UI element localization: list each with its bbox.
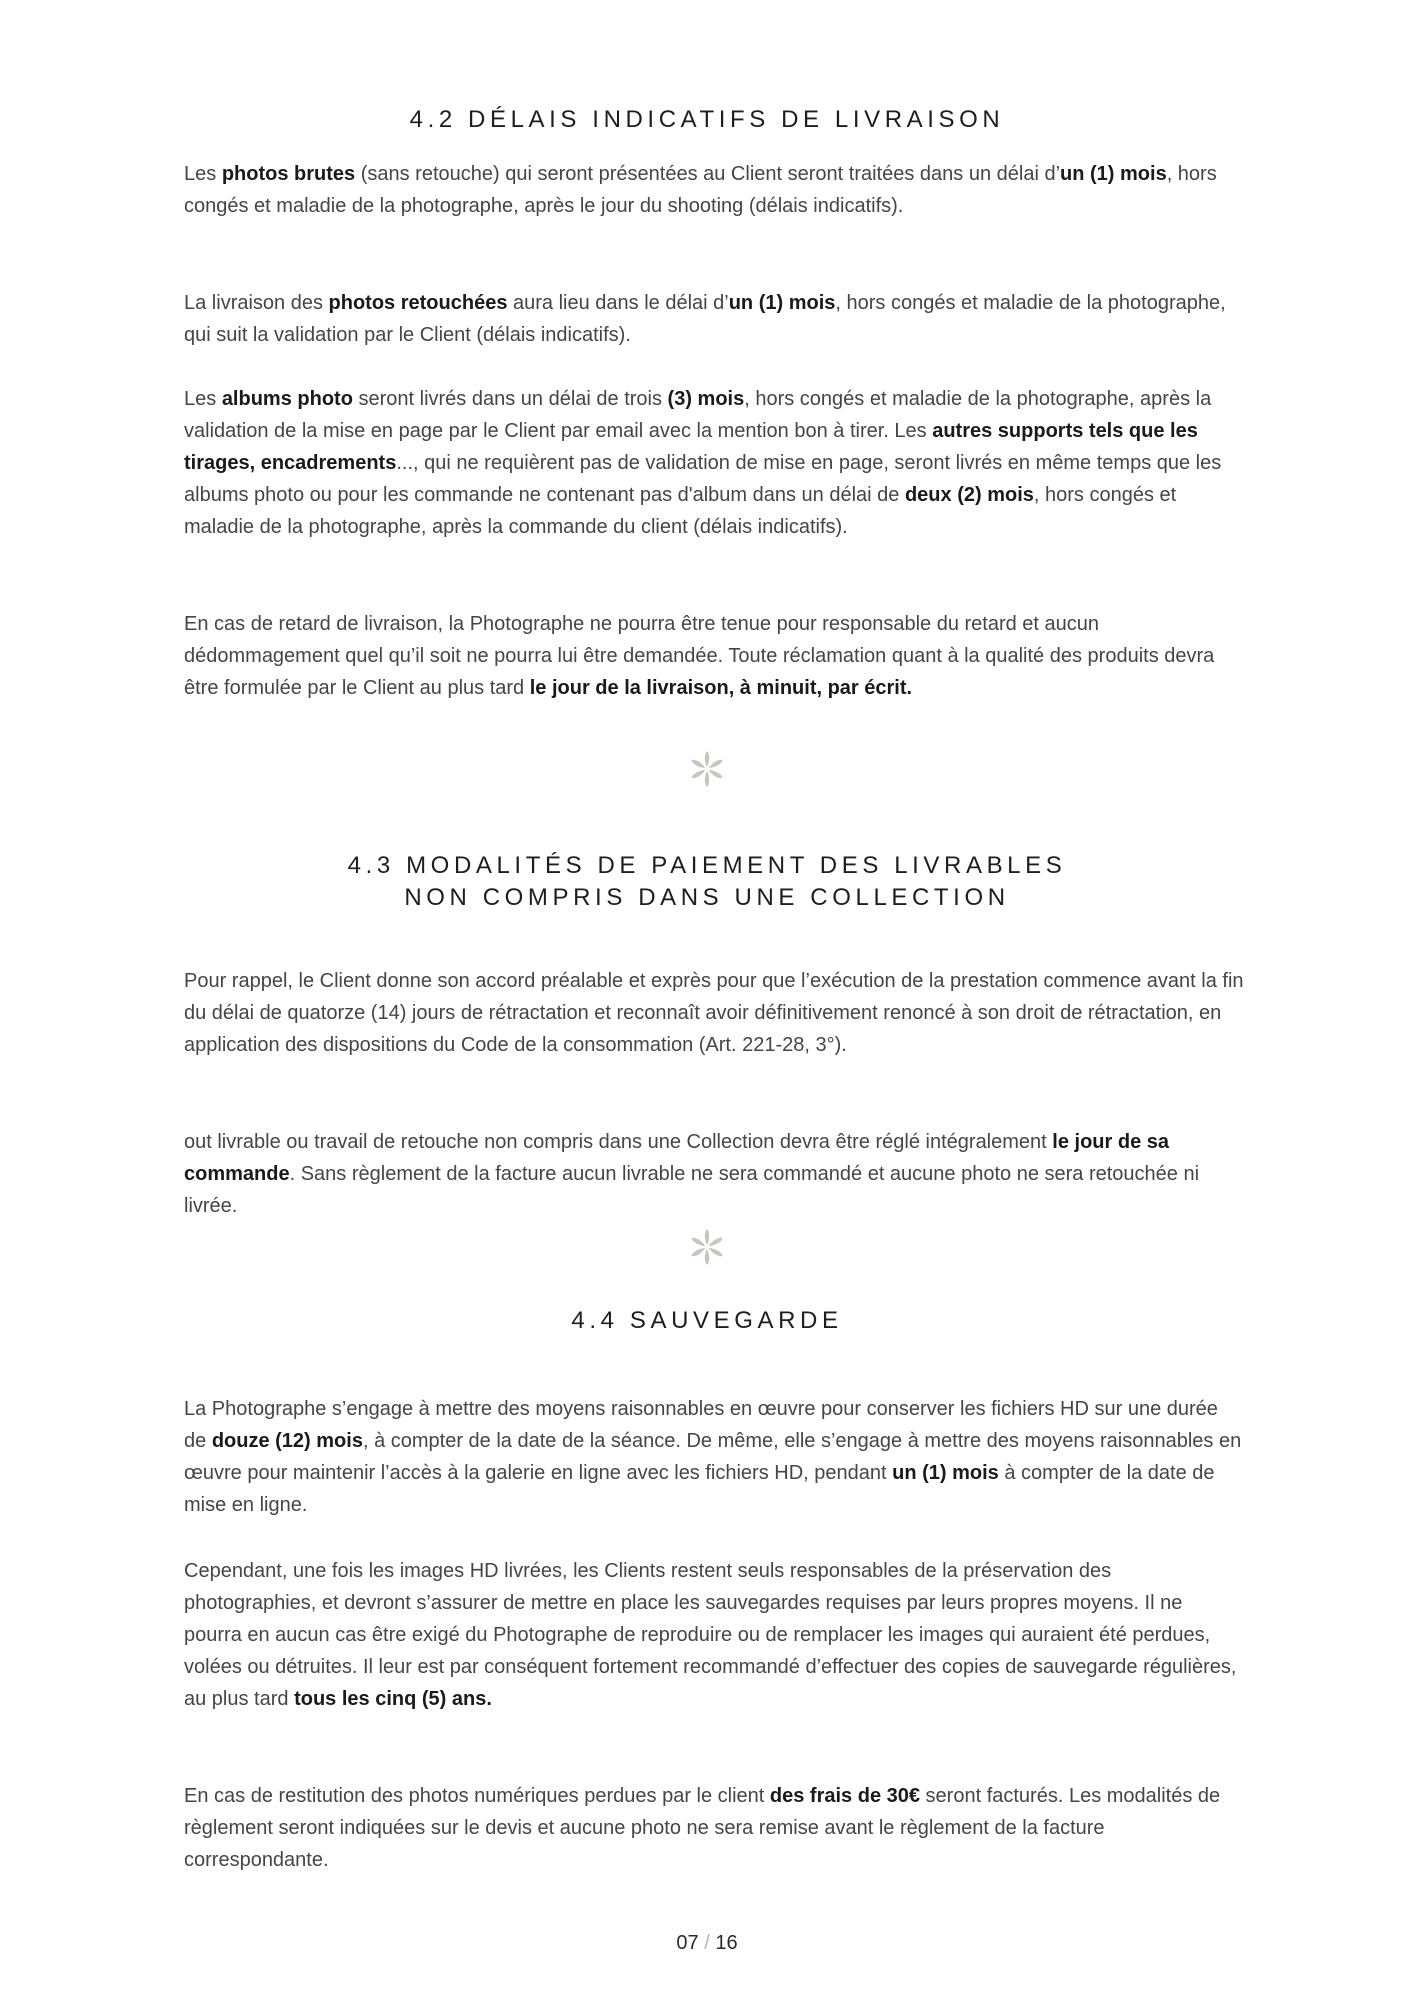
bold-span: un (1) mois [1060,163,1167,185]
text-span: à compter de la date de mise en ligne. [184,1462,1215,1516]
paragraph-4-4-storage [184,1393,1244,1521]
text-span: , hors congés et maladie de la photographe, qui suit la validation par le Client (délais indicatifs). [184,292,1226,346]
pinwheel-flower-icon [687,749,727,789]
bold-span: tous les cinq (5) ans. [294,1688,492,1710]
bold-span: photos retouchées [328,292,508,314]
text-span: La livraison des [184,292,329,314]
paragraph-4-2-raw-photos [184,158,1244,222]
text-span: ..., qui ne requièrent pas de validation de mise en page, seront livrés en même temps que les albums photo ou pour les commande ne contenant pas d'album dans un délai de [184,452,1222,506]
section-title-4-2: 4.2 DÉLAIS INDICATIFS DE LIVRAISON [409,106,1005,133]
paragraph-4-3-payment [184,1126,1244,1222]
bold-span: un (1) mois [728,292,836,314]
text-span: out livrable ou travail de retouche non compris dans une Collection devra être réglé intégralement [184,1131,1053,1153]
text-span: En cas de retard de livraison, la Photographe ne pourra être tenue pour responsable du retard et aucun dédommagement quel qu’il soit ne pourra lui être demandée. Toute réclamation quant à la qualité des produits devra être formulée par le Client au plus tard [184,613,1215,699]
text-span: seront facturés. Les modalités de règlement seront indiquées sur le devis et aucune photo ne sera remise avant le règlement de la facture correspondante. [184,1785,1221,1871]
section-title-4-3-line-2: NON COMPRIS DANS UNE COLLECTION [404,884,1010,911]
page-total: 16 [715,1932,738,1954]
bold-span: (3) mois [667,388,745,410]
section-title-4-3-line-1: 4.3 MODALITÉS DE PAIEMENT DES LIVRABLES [347,852,1067,879]
bold-span: un (1) mois [892,1462,999,1484]
text-span: Les [184,163,222,185]
bold-span: photos brutes [221,163,356,185]
page-separator: / [704,1932,710,1954]
text-span: , à compter de la date de la séance. De même, elle s’engage à mettre des moyens raisonnables en œuvre pour maintenir l’accès à la galerie en ligne avec les fichiers HD, pendant [184,1430,1242,1484]
text-span: La Photographe s’engage à mettre des moyens raisonnables en œuvre pour conserver les fichiers HD sur une durée de [184,1398,1218,1452]
text-span: , hors congés et maladie de la photographe, après la validation de la mise en page par le Client par email avec la mention bon à tirer. Les [184,388,1212,442]
page-current: 07 [676,1932,699,1954]
text-span: aura lieu dans le délai d’ [507,292,729,314]
paragraph-4-2-albums [184,383,1244,543]
pinwheel-flower-icon [687,1227,727,1267]
bold-span: le jour de la livraison, à minuit, par écrit. [529,677,913,699]
section-title-4-4: 4.4 SAUVEGARDE [571,1307,843,1334]
text-span: seront livrés dans un délai de trois [352,388,668,410]
bold-span: albums photo [221,388,353,410]
paragraph-4-2-retouched-photos [184,287,1244,351]
text-span: . Sans règlement de la facture aucun livrable ne sera commandé et aucune photo ne sera retouchée ni livrée. [184,1163,1200,1217]
ornament-petals [690,751,723,787]
text-span: , hors congés et maladie de la photographe, après la commande du client (délais indicatifs). [184,484,1177,538]
paragraph-4-2-delay [184,608,1244,704]
text-span: (sans retouche) qui seront présentées au Client seront traitées dans un délai d’ [355,163,1061,185]
text-span: , hors congés et maladie de la photographe, après le jour du shooting (délais indicatifs). [184,163,1217,217]
bold-span: autres supports tels que les tirages, encadrements [184,420,1198,474]
page-number [0,1929,1414,1957]
paragraph-4-4-fees [184,1780,1244,1876]
bold-span: le jour de sa commande [184,1131,1169,1185]
text-span: Les [184,388,222,410]
bold-span: deux (2) mois [904,484,1034,506]
text-span: Cependant, une fois les images HD livrées, les Clients restent seuls responsables de la préservation des photographies, et devront s’assurer de mettre en place les sauvegardes requises par leurs propres moyens. Il ne pourra en aucun cas être exigé du Photographe de reproduire ou de remplacer les images qui auraient été perdues, volées ou détruites. Il leur est par conséquent fortement recommandé d’effectuer des copies de sauvegarde régulières, au plus tard [184,1560,1237,1710]
paragraph-4-4-responsibility [184,1555,1244,1715]
bold-span: douze (12) mois [211,1430,363,1452]
ornament-petals [690,1229,723,1265]
text-span: En cas de restitution des photos numériques perdues par le client [184,1785,770,1807]
bold-span: des frais de 30€ [769,1785,920,1807]
paragraph-4-3-reminder: Pour rappel, le Client donne son accord préalable et exprès pour que l’exécution de la prestation commence avant la fin du délai de quatorze (14) jours de rétractation et reconnaît avoir définitivement renoncé à son droit de rétractation, en application des dispositions du Code de la consommation (Art. 221-28, 3°). [184,970,1244,1056]
